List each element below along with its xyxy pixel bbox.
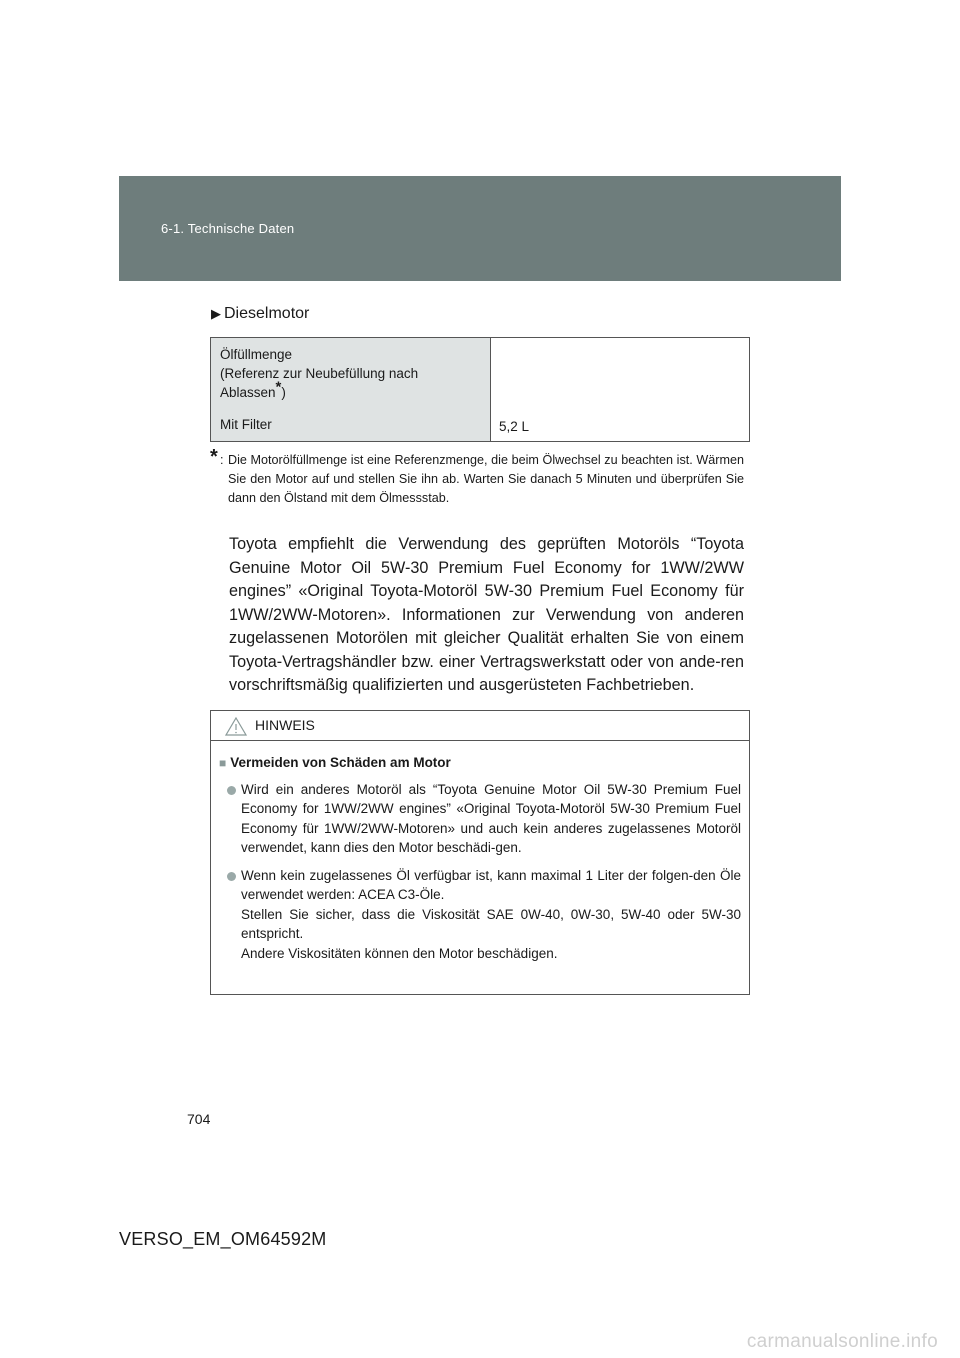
notice-header (211, 711, 749, 741)
watermark: carmanualsonline.info (746, 1331, 938, 1352)
footnote-text: Die Motorölfüllmenge ist eine Referenzmenge, die beim Ölwechsel zu beachten ist. Wärmen Sie den Motor auf und stellen Sie ihn ab. Warten Sie danach 5 Minuten und überprüfen Sie dann den Ölstand mit dem Ölmessstab. (228, 453, 744, 505)
footnote (210, 446, 744, 508)
spec-row-label: Mit Filter (220, 417, 272, 432)
engine-heading (211, 305, 309, 323)
bullet-dot-icon (227, 872, 236, 881)
spec-table-label-cell (211, 338, 491, 441)
notice-body (211, 741, 749, 963)
spec-label-ablassen: Ablassen (220, 385, 276, 400)
notice-subheading (219, 753, 741, 774)
warning-triangle-icon (225, 717, 247, 736)
notice-subheading-text: Vermeiden von Schäden am Motor (230, 755, 451, 770)
spec-table-value-cell (491, 338, 749, 441)
bullet-2-line-3: Andere Viskositäten können den Motor beschädigen. (241, 945, 558, 961)
spec-label-close: ) (281, 385, 286, 400)
document-code: VERSO_EM_OM64592M (119, 1229, 327, 1249)
notice-title: HINWEIS (255, 717, 315, 733)
notice-box (210, 710, 750, 995)
spec-label-line3 (220, 378, 481, 402)
notice-bullet-2 (219, 866, 741, 964)
footnote-colon: : (220, 453, 224, 467)
body-paragraph: Toyota empfiehlt die Verwendung des geprüften Motoröls “Toyota Genuine Motor Oil 5W-30 Premium Fuel Economy for 1WW/2WW engines” «Original Toyota-Motoröl 5W-30 Premium Fuel Economy für 1WW/2WW-Motoren». Informationen zur Verwendung von anderen zugelassenen Motorölen mit gleicher Qualität erhalten Sie von einem Toyota-Vertragshändler bzw. einer Vertragswerkstatt oder von ande-ren vorschriftsmäßig qualifizierten und ausgerüsteten Fachbetrieben. (229, 535, 744, 694)
bullet-1-line-1: Wird ein anderes Motoröl als “Toyota Genuine Motor Oil 5W-30 Premium Fuel Economy for 1WW/2WW engines” «Original Toyota-Motoröl 5W-30 Premium Fuel Economy für 1WW/2WW-Motoren» und auch kein anderes zugelassenes Motoröl verwendet, kann dies den Motor beschädi-gen. (241, 781, 741, 855)
section-label: 6-1. Technische Daten (161, 221, 295, 236)
notice-bullet-1 (219, 780, 741, 858)
header-band (119, 176, 841, 281)
engine-heading-text: Dieselmotor (224, 305, 310, 322)
page-number: 704 (187, 1111, 211, 1127)
square-bullet-icon: ■ (219, 756, 227, 770)
bullet-2-line-1: Wenn kein zugelassenes Öl verfügbar ist, kann maximal 1 Liter der folgen-den Öle verwendet werden: ACEA C3-Öle. (241, 867, 741, 902)
bullet-2-line-2: Stellen Sie sicher, dass die Viskosität SAE 0W-40, 0W-30, 5W-40 oder 5W-30 entspricht. (241, 906, 741, 941)
spec-label-line1: Ölfüllmenge (220, 347, 293, 362)
spec-row-value: 5,2 L (499, 419, 530, 434)
triangle-right-icon: ▶ (211, 306, 221, 321)
footnote-mark: * (210, 446, 218, 468)
bullet-dot-icon (227, 786, 236, 795)
footnote-marker: * (275, 378, 282, 396)
spec-label-line2: (Referenz zur Neubefüllung nach (220, 366, 419, 381)
spec-table (210, 337, 750, 442)
